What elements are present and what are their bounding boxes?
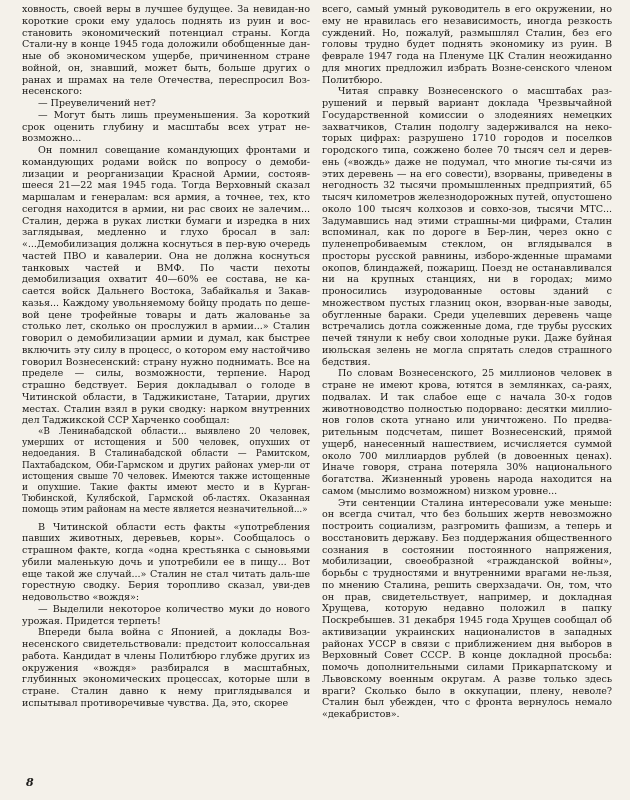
page-number: 8 (26, 776, 34, 789)
paragraph: Он помнил совещание командующих фронтами и командующих родами войск по вопросу о демоби-лизации и реорганизации Красной Армии, состояв-шееся 21—22 мая 1945 года. Тогда Верховный сказал маршалам и генералам: вся армия, а точнее, тех, кто сегодня находится в армии, ни рас своих не залечим... Сталин, держа в руках листки бумаги и изредка в них заглядывая, медленно и глухо бросал в зал: «...Демобилизация должна коснуться в пер-вую очередь частей ПВО и кавалерии. Она не должна коснуться танковых частей и ВМФ. По части пехоты демобилизация охватит 40—60% ее состава, не ка-сается войск Дальнего Востока, Забайкалья и Закав-казья... Каждому увольняемому бойцу продать по деше-вой цене трофейные товары и дать жалованье за столько лет, сколько он прослужил в армии...» Сталин говорил о демобилизации армии и думал, как быстрее включить эту силу в процесс, о котором ему настойчиво говорил Вознесенский: страну нужно поднимать. Все на пределе — силы, возможности, терпение. Народ страшно бедствует. Берия докладывал о голоде в Читинской области, в Таджикистане, Татарии, других местах. Сталин взял в руки сводку: нарком внутренних дел Таджикской ССР Харченко сообщал: (22, 145, 310, 427)
paragraph: Впереди была война с Японией, а доклады Воз-несенского свидетельствовали: предстоит колоссальная работа. Кандидат в члены Политбюро глубже других из окружения «вождя» разбирался в масштабных, глубинных экономических процессах, которые шли в стране. Сталин давно к нему приглядывался и испытывал противоречивые чувства. Да, это, скорее (22, 627, 310, 709)
paragraph: — Могут быть лишь преуменьшения. За короткий срок оценить глубину и масштабы всех утрат не-возможно... (22, 109, 310, 145)
quote-paragraph: «В Ленинабадской области... выявлено 20 человек, умерших от истощения и 500 человек, опухших от недоедания. В Сталинабадской области — Рамитском, Пахтабадском, Оби-Гармском и других районах умер-ли от истощения свыше 70 человек. Имеются также истощенные и опухшие. Такие факты имеют место и в Курган-Тюбинской, Кулябской, Гармской об-ластях. Оказанная помощь этим районам на месте является незначительной...» (22, 427, 310, 516)
paragraph: — Выделили некоторое количество муки до нового урожая. Придется терпеть! (22, 603, 310, 627)
left-column (22, 4, 310, 710)
right-column (322, 4, 612, 721)
paragraph: — Преувеличений нет? (38, 98, 156, 109)
paragraph: Читая справку Вознесенского о масштабах раз-рушений и первый вариант доклада Чрезвычайной Государственной комиссии о злодеяниях немецких захватчиков, Сталин подолгу задерживался на неко-торых цифрах: разрушено 1710 городов и поселков городского типа, сожжено более 70 тысяч сел и дерев-ень («вождь» даже не подумал, что многие ты-сячи из этих деревень — на его совести), взорваны, приведены в негодность 32 тысячи промышленных предприятий, 65 тысяч километров железнодорожных путей, опустошено около 100 тысяч колхозов и совхо-зов, тысячи МТС... Задумавшись над этими страшны-ми цифрами, Сталин вспоминал, как по дороге в Бер-лин, через окно с пуленепробиваемым стеклом, он вглядывался в просторы русской равнины, изборо-жденные шрамами окопов, блиндажей, пожарищ. Поезд не останавливался ни на крупных станциях, ни в городах; мимо проносились изуродованные остовы зданий с множеством пустых глазниц окон, взорван-ные заводы, обугленные бараки. Среди уцелевших деревень чаще встречались дотла сожженные дома, где трубы русских печей тянули к небу свои холодные руки. Даже буйная июльская зелень не могла спрятать следов страшного бедствия. (322, 86, 612, 368)
paragraph: всего, самый умный руководитель в его окружении, но ему не нравилась его независимость, иногда резкость суждений. Но, пожалуй, размышлял Сталин, без его головы трудно будет поднять экономику из руин. В феврале 1947 года на Пленуме ЦК Сталин неожиданно для многих предложил избрать Возне-сенского членом Политбюро. (322, 4, 612, 86)
paragraph: ховность, своей веры в лучшее будущее. За невидан-но короткие сроки ему удалось поднять из руин и вос-становить экономический потенциал страны. Когда Стали-ну в конце 1945 года доложили обобщенные дан-ные об экономическом ущербе, причиненном стране войной, он, знавший, может быть, больше других о ранах и шрамах на теле Отечества, переспросил Воз-несенского: (22, 4, 310, 98)
paragraph: В Читинской области есть факты «употребления павших животных, деревьев, коры». Сообщалось о страшном факте, когда «одна крестьянка с сыновьями убили маленькую дочь и употребили ее в пищу... Вот еще такой же случай...» Сталин не стал читать даль-ше горестную сводку. Берия торопливо сказал, уви-дев недовольство «вождя»: (22, 521, 310, 604)
paragraph: По словам Вознесенского, 25 миллионов человек в стране не имеют крова, ютятся в землянках, са-раях, подвалах. И так слабое еще с начала 30-х годов животноводство полностью подорвано: десятки миллио-нов голов скота угнано или уничтожено. По предва-рительным подсчетам, пишет Вознесенский, прямой ущерб, нанесенный нашествием, исчисляется суммой около 700 миллиардов рублей (в довоенных ценах). Иначе говоря, страна потеряла 30% национального богатства. Жизненный уровень народа находится на самом (мыслимо возможном) низком уровне... (322, 368, 612, 497)
paragraph: Эти сентенции Сталина интересовали уже меньше: он всегда считал, что без больших жертв невозможно построить социализм, разгромить фашизм, а теперь и восстановить державу. Без поддержания общественного сознания в состоянии постоянного напряжения, мобилизации, своеобразной «гражданской войны», борьбы с трудностями и внутренними врагами не-льзя, по мнению Сталина, решить сверхзадачи. Он, том, что он прав, свидетельствует, например, и докладная Хрущева, которую недавно положил в папку Поскребышев. 31 декабря 1945 года Хрущев сообщал об активизации украинских националистов в западных районах УССР в связи с приближением дня выборов в Верховный Совет СССР. В конце докладной просьба: помочь дополнительными силами Прикарпатскому и Львовскому военным округам. А разве только здесь враги? Сколько было в оккупации, плену, неволе? Сталин был убежден, что с фронта вернулось немало «декабристов». (322, 497, 612, 720)
